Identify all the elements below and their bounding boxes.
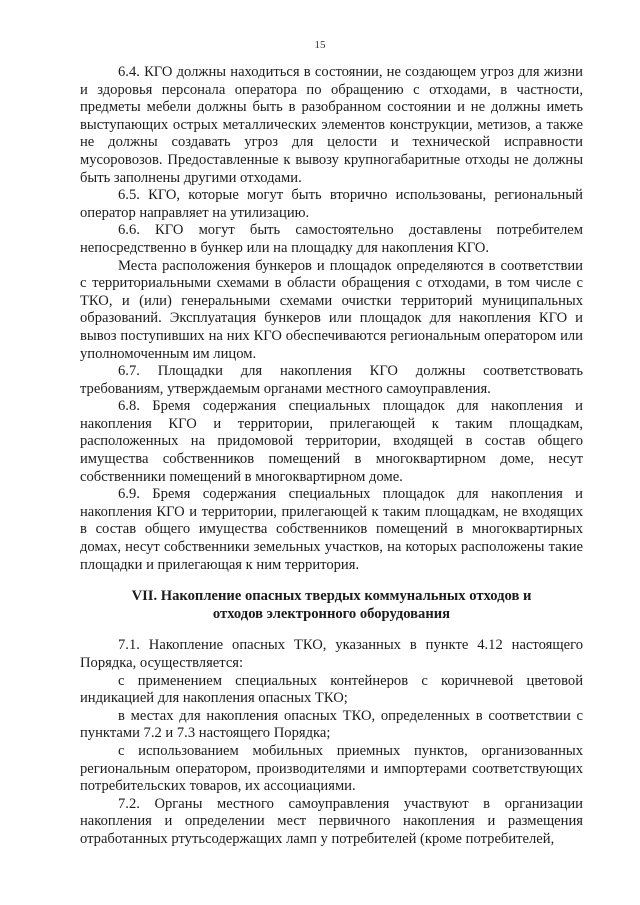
section-heading-line-1: VII. Накопление опасных твердых коммунальных отходов и — [131, 588, 532, 605]
list-item-brown-containers: с применением специальных контейнеров с коричневой цветовой индикацией для накопления опасных ТКО; — [80, 672, 583, 707]
document-body — [80, 64, 583, 849]
paragraph-6-4: 6.4. КГО должны находиться в состоянии, не создающем угроз для жизни и здоровья персонала оператора по обращению с отходами, в частности, предметы мебели должны быть в разобранном состоянии и не должны иметь выступающих острых металлических элементов конструкции, метизов, а также не должны создавать угроз для целости и технической исправности мусоровозов. Предоставленные к вывозу крупногабаритные отходы не должны быть заполнены другими отходами. — [80, 64, 583, 186]
paragraph-7-2: 7.2. Органы местного самоуправления участвуют в организации накопления и определении мест первичного накопления и размещения отработанных ртутьсодержащих ламп у потребителей (кроме потребителей, — [80, 795, 583, 847]
paragraph-6-9: 6.9. Бремя содержания специальных площадок для накопления и накопления КГО и территории, прилегающей к таким площадкам, не входящих в состав общего имущества собственников помещений в многоквартирных домах, несут собственники земельных участков, на которых расположены такие площадки и прилегающая к ним территория. — [80, 486, 583, 573]
paragraph-6-7: 6.7. Площадки для накопления КГО должны соответствовать требованиям, утверждаемым органами местного самоуправления. — [80, 363, 583, 397]
paragraph-6-5: 6.5. КГО, которые могут быть вторично использованы, региональный оператор направляет на утилизацию. — [80, 187, 583, 221]
page-number: 15 — [314, 39, 326, 51]
paragraph-locations: Места расположения бункеров и площадок определяются в соответствии с территориальными схемами в области обращения с отходами, в том числе с ТКО, и (или) генеральными схемами очистки территорий муниципальных образований. Эксплуатация бункеров или площадок для накопления КГО и вывоз поступивших на них КГО обеспечиваются региональным оператором или уполномоченным им лицом. — [80, 257, 583, 362]
list-item-mobile-points: с использованием мобильных приемных пунктов, организованных региональным оператором, производителями и импортерами соответствующих потребительских товаров, их ассоциациями. — [80, 742, 583, 795]
paragraph-6-6: 6.6. КГО могут быть самостоятельно доставлены потребителем непосредственно в бункер или на площадку для накопления КГО. — [80, 222, 583, 256]
paragraph-6-8: 6.8. Бремя содержания специальных площадок для накопления и накопления КГО и территории, прилегающей к таким площадкам, расположенных на придомовой территории, входящей в состав общего имущества собственников помещений в многоквартирном доме, несут собственники помещений в многоквартирном доме. — [80, 398, 583, 485]
section-heading-vii — [80, 588, 583, 623]
section-heading-line-2: отходов электронного оборудования — [212, 605, 451, 622]
paragraph-7-1: 7.1. Накопление опасных ТКО, указанных в пункте 4.12 настоящего Порядка, осуществляется: — [80, 637, 583, 671]
list-item-designated-places: в местах для накопления опасных ТКО, определенных в соответствии с пунктами 7.2 и 7.3 настоящего Порядка; — [80, 707, 583, 742]
